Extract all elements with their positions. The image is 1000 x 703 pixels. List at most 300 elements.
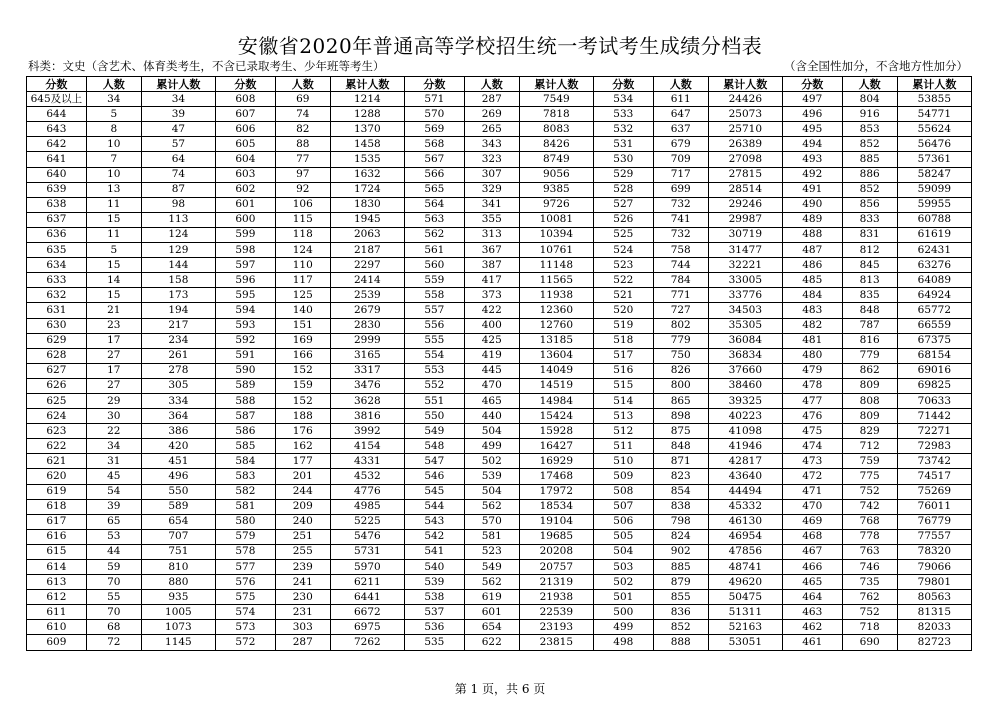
count-cell: 750 [653,348,708,363]
cumulative-cell: 4776 [330,484,404,499]
score-cell: 597 [215,258,275,273]
count-cell: 30 [86,409,141,424]
score-header: 分数 [404,77,464,92]
subject-note: 科类：文史（含艺术、体育类考生，不含已录取考生、少年班等考生） [28,59,385,73]
count-cell: 417 [464,273,519,288]
count-cell: 835 [842,288,897,303]
count-cell: 470 [464,378,519,393]
cumulative-cell: 64924 [897,288,971,303]
cumulative-cell: 44494 [708,484,782,499]
score-cell: 468 [782,529,842,544]
count-header: 人数 [86,77,141,92]
count-cell: 763 [842,544,897,559]
score-cell: 464 [782,590,842,605]
cumulative-cell: 6672 [330,605,404,620]
count-cell: 15 [86,288,141,303]
cumulative-cell: 51311 [708,605,782,620]
cumulative-cell: 3628 [330,393,404,408]
score-cell: 628 [27,348,87,363]
count-cell: 34 [86,439,141,454]
score-cell: 578 [215,544,275,559]
count-cell: 17 [86,333,141,348]
score-cell: 512 [593,424,653,439]
count-cell: 647 [653,107,708,122]
cumulative-cell: 36834 [708,348,782,363]
count-cell: 159 [275,378,330,393]
cumulative-cell: 63276 [897,258,971,273]
cumulative-cell: 59099 [897,182,971,197]
score-cell: 521 [593,288,653,303]
count-cell: 654 [464,620,519,635]
cumulative-cell: 33005 [708,273,782,288]
table-row [27,635,972,650]
count-cell: 343 [464,137,519,152]
score-cell: 514 [593,393,653,408]
cumulative-cell: 7818 [519,107,593,122]
count-cell: 813 [842,273,897,288]
score-cell: 491 [782,182,842,197]
score-cell: 595 [215,288,275,303]
count-cell: 23 [86,318,141,333]
cumulative-cell: 32221 [708,258,782,273]
score-cell: 478 [782,378,842,393]
count-cell: 241 [275,575,330,590]
cumulative-cell: 3317 [330,363,404,378]
score-cell: 524 [593,243,653,258]
count-cell: 824 [653,529,708,544]
count-cell: 70 [86,605,141,620]
score-cell: 557 [404,303,464,318]
score-cell: 617 [27,514,87,529]
count-cell: 188 [275,409,330,424]
count-cell: 367 [464,243,519,258]
score-cell: 640 [27,167,87,182]
cumulative-cell: 5225 [330,514,404,529]
count-cell: 787 [842,318,897,333]
score-cell: 509 [593,469,653,484]
count-cell: 29 [86,393,141,408]
cumulative-cell: 751 [141,544,215,559]
score-cell: 601 [215,197,275,212]
count-cell: 69 [275,92,330,107]
score-cell: 582 [215,484,275,499]
score-cell: 544 [404,499,464,514]
cumulative-cell: 6441 [330,590,404,605]
count-cell: 115 [275,212,330,227]
score-cell: 633 [27,273,87,288]
cumulative-cell: 3992 [330,424,404,439]
table-row [27,137,972,152]
score-cell: 587 [215,409,275,424]
table-row [27,318,972,333]
count-cell: 7 [86,152,141,167]
count-cell: 746 [842,560,897,575]
cumulative-cell: 35305 [708,318,782,333]
count-cell: 65 [86,514,141,529]
score-cell: 620 [27,469,87,484]
cumulative-cell: 935 [141,590,215,605]
count-cell: 17 [86,363,141,378]
count-cell: 523 [464,544,519,559]
score-cell: 474 [782,439,842,454]
count-cell: 110 [275,258,330,273]
score-cell: 548 [404,439,464,454]
count-cell: 53 [86,529,141,544]
cumulative-cell: 10394 [519,227,593,242]
cumulative-cell: 82033 [897,620,971,635]
score-cell: 569 [404,122,464,137]
score-cell: 559 [404,273,464,288]
table-row [27,454,972,469]
cumulative-cell: 62431 [897,243,971,258]
count-cell: 329 [464,182,519,197]
count-cell: 8 [86,122,141,137]
cumulative-cell: 64089 [897,273,971,288]
cumulative-cell: 25710 [708,122,782,137]
cumulative-cell: 25073 [708,107,782,122]
score-cell: 638 [27,197,87,212]
count-cell: 97 [275,167,330,182]
count-cell: 768 [842,514,897,529]
score-cell: 516 [593,363,653,378]
score-cell: 560 [404,258,464,273]
score-cell: 481 [782,333,842,348]
cumulative-cell: 19104 [519,514,593,529]
score-cell: 529 [593,167,653,182]
cumulative-cell: 69016 [897,363,971,378]
count-cell: 323 [464,152,519,167]
cumulative-cell: 364 [141,409,215,424]
table-header-row [27,77,972,92]
table-row [27,499,972,514]
count-cell: 355 [464,212,519,227]
score-cell: 589 [215,378,275,393]
score-cell: 607 [215,107,275,122]
count-cell: 166 [275,348,330,363]
score-cell: 632 [27,288,87,303]
cumulative-cell: 71442 [897,409,971,424]
count-cell: 752 [842,484,897,499]
cumulative-cell: 217 [141,318,215,333]
count-cell: 875 [653,424,708,439]
cumulative-cell: 37660 [708,363,782,378]
count-cell: 269 [464,107,519,122]
score-cell: 477 [782,393,842,408]
cumulative-cell: 22539 [519,605,593,620]
count-cell: 22 [86,424,141,439]
cumulative-cell: 1945 [330,212,404,227]
count-cell: 898 [653,409,708,424]
count-cell: 854 [653,484,708,499]
score-cell: 551 [404,393,464,408]
score-cell: 581 [215,499,275,514]
count-cell: 916 [842,107,897,122]
cumulative-cell: 36084 [708,333,782,348]
score-cell: 476 [782,409,842,424]
count-cell: 14 [86,273,141,288]
score-cell: 618 [27,499,87,514]
cumulative-cell: 81315 [897,605,971,620]
score-cell: 626 [27,378,87,393]
count-cell: 341 [464,197,519,212]
score-cell: 533 [593,107,653,122]
count-cell: 92 [275,182,330,197]
score-cell: 637 [27,212,87,227]
cumulative-cell: 7549 [519,92,593,107]
cumulative-cell: 14049 [519,363,593,378]
cumulative-cell: 12360 [519,303,593,318]
table-row [27,92,972,107]
cumulative-cell: 27815 [708,167,782,182]
cumulative-cell: 1005 [141,605,215,620]
cumulative-cell: 57361 [897,152,971,167]
count-cell: 775 [842,469,897,484]
score-cell: 492 [782,167,842,182]
count-cell: 717 [653,167,708,182]
count-cell: 855 [653,590,708,605]
count-cell: 287 [464,92,519,107]
count-cell: 902 [653,544,708,559]
cumulative-cell: 74 [141,167,215,182]
score-cell: 615 [27,544,87,559]
cumulative-cell: 17468 [519,469,593,484]
count-cell: 162 [275,439,330,454]
count-cell: 758 [653,243,708,258]
cumulative-cell: 57 [141,137,215,152]
cumulative-cell: 1632 [330,167,404,182]
cumulative-cell: 80563 [897,590,971,605]
score-cell: 629 [27,333,87,348]
score-cell: 483 [782,303,842,318]
score-cell: 466 [782,560,842,575]
score-cell: 574 [215,605,275,620]
count-cell: 27 [86,348,141,363]
count-header: 人数 [464,77,519,92]
cumulative-cell: 39325 [708,393,782,408]
score-cell: 561 [404,243,464,258]
count-cell: 45 [86,469,141,484]
score-header: 分数 [782,77,842,92]
score-cell: 508 [593,484,653,499]
cumulative-cell: 144 [141,258,215,273]
score-cell: 605 [215,137,275,152]
score-cell: 519 [593,318,653,333]
table-row [27,288,972,303]
cumulative-cell: 261 [141,348,215,363]
score-cell: 627 [27,363,87,378]
count-header: 人数 [653,77,708,92]
table-row [27,560,972,575]
table-row [27,273,972,288]
score-cell: 542 [404,529,464,544]
cumulative-cell: 4532 [330,469,404,484]
count-cell: 422 [464,303,519,318]
count-cell: 732 [653,227,708,242]
score-cell: 555 [404,333,464,348]
cumulative-cell: 73742 [897,454,971,469]
cumulative-cell: 7262 [330,635,404,650]
count-cell: 77 [275,152,330,167]
count-header: 人数 [275,77,330,92]
count-cell: 400 [464,318,519,333]
score-cell: 538 [404,590,464,605]
cumulative-cell: 28514 [708,182,782,197]
score-cell: 573 [215,620,275,635]
cumulative-cell: 158 [141,273,215,288]
cumulative-cell: 173 [141,288,215,303]
cumulative-cell: 14984 [519,393,593,408]
count-cell: 752 [842,605,897,620]
count-cell: 690 [842,635,897,650]
score-cell: 489 [782,212,842,227]
score-cell: 572 [215,635,275,650]
count-cell: 619 [464,590,519,605]
score-cell: 565 [404,182,464,197]
score-cell: 480 [782,348,842,363]
count-cell: 862 [842,363,897,378]
cumulative-cell: 4154 [330,439,404,454]
count-cell: 117 [275,273,330,288]
cumulative-header: 累计人数 [708,77,782,92]
score-cell: 577 [215,560,275,575]
count-cell: 804 [842,92,897,107]
score-cell: 602 [215,182,275,197]
count-cell: 425 [464,333,519,348]
cumulative-cell: 67375 [897,333,971,348]
count-cell: 15 [86,258,141,273]
cumulative-cell: 21938 [519,590,593,605]
score-cell: 527 [593,197,653,212]
cumulative-cell: 11938 [519,288,593,303]
score-cell: 624 [27,409,87,424]
score-cell: 472 [782,469,842,484]
score-cell: 603 [215,167,275,182]
table-row [27,575,972,590]
cumulative-cell: 61619 [897,227,971,242]
cumulative-cell: 810 [141,560,215,575]
score-cell: 506 [593,514,653,529]
count-cell: 784 [653,273,708,288]
score-cell: 550 [404,409,464,424]
score-cell: 523 [593,258,653,273]
count-cell: 601 [464,605,519,620]
page-footer: 第 1 页，共 6 页 [454,682,546,696]
count-header: 人数 [842,77,897,92]
count-cell: 562 [464,499,519,514]
score-cell: 571 [404,92,464,107]
cumulative-cell: 4985 [330,499,404,514]
count-cell: 800 [653,378,708,393]
cumulative-cell: 5970 [330,560,404,575]
score-cell: 575 [215,590,275,605]
count-cell: 741 [653,212,708,227]
table-row [27,393,972,408]
count-cell: 562 [464,575,519,590]
score-cell: 621 [27,454,87,469]
score-cell: 636 [27,227,87,242]
count-cell: 74 [275,107,330,122]
cumulative-cell: 82723 [897,635,971,650]
score-cell: 471 [782,484,842,499]
score-cell: 645及以上 [27,92,87,107]
count-cell: 762 [842,590,897,605]
count-cell: 55 [86,590,141,605]
cumulative-cell: 13604 [519,348,593,363]
count-cell: 809 [842,378,897,393]
cumulative-cell: 59955 [897,197,971,212]
cumulative-cell: 8749 [519,152,593,167]
cumulative-header: 累计人数 [330,77,404,92]
score-cell: 588 [215,393,275,408]
cumulative-cell: 589 [141,499,215,514]
count-cell: 31 [86,454,141,469]
cumulative-cell: 420 [141,439,215,454]
count-cell: 779 [653,333,708,348]
cumulative-cell: 19685 [519,529,593,544]
cumulative-cell: 11148 [519,258,593,273]
score-cell: 552 [404,378,464,393]
score-cell: 528 [593,182,653,197]
cumulative-cell: 48741 [708,560,782,575]
table-row [27,107,972,122]
count-cell: 445 [464,363,519,378]
count-cell: 313 [464,227,519,242]
table-row [27,182,972,197]
cumulative-cell: 40223 [708,409,782,424]
count-cell: 499 [464,439,519,454]
cumulative-cell: 1535 [330,152,404,167]
cumulative-cell: 3476 [330,378,404,393]
score-cell: 630 [27,318,87,333]
count-cell: 177 [275,454,330,469]
cumulative-cell: 1288 [330,107,404,122]
score-cell: 570 [404,107,464,122]
score-cell: 532 [593,122,653,137]
score-cell: 488 [782,227,842,242]
cumulative-cell: 34 [141,92,215,107]
count-cell: 611 [653,92,708,107]
table-row [27,378,972,393]
cumulative-cell: 23193 [519,620,593,635]
count-cell: 54 [86,484,141,499]
count-cell: 798 [653,514,708,529]
count-cell: 5 [86,243,141,258]
cumulative-cell: 58247 [897,167,971,182]
table-row [27,605,972,620]
cumulative-cell: 2830 [330,318,404,333]
count-cell: 502 [464,454,519,469]
score-cell: 515 [593,378,653,393]
table-row [27,439,972,454]
score-cell: 511 [593,439,653,454]
table-row [27,469,972,484]
cumulative-cell: 43640 [708,469,782,484]
table-row [27,409,972,424]
cumulative-cell: 234 [141,333,215,348]
cumulative-cell: 20757 [519,560,593,575]
table-row [27,348,972,363]
cumulative-cell: 305 [141,378,215,393]
count-cell: 709 [653,152,708,167]
score-cell: 593 [215,318,275,333]
count-cell: 778 [842,529,897,544]
score-cell: 520 [593,303,653,318]
cumulative-cell: 20208 [519,544,593,559]
cumulative-cell: 52163 [708,620,782,635]
count-cell: 871 [653,454,708,469]
count-cell: 11 [86,227,141,242]
count-cell: 744 [653,258,708,273]
